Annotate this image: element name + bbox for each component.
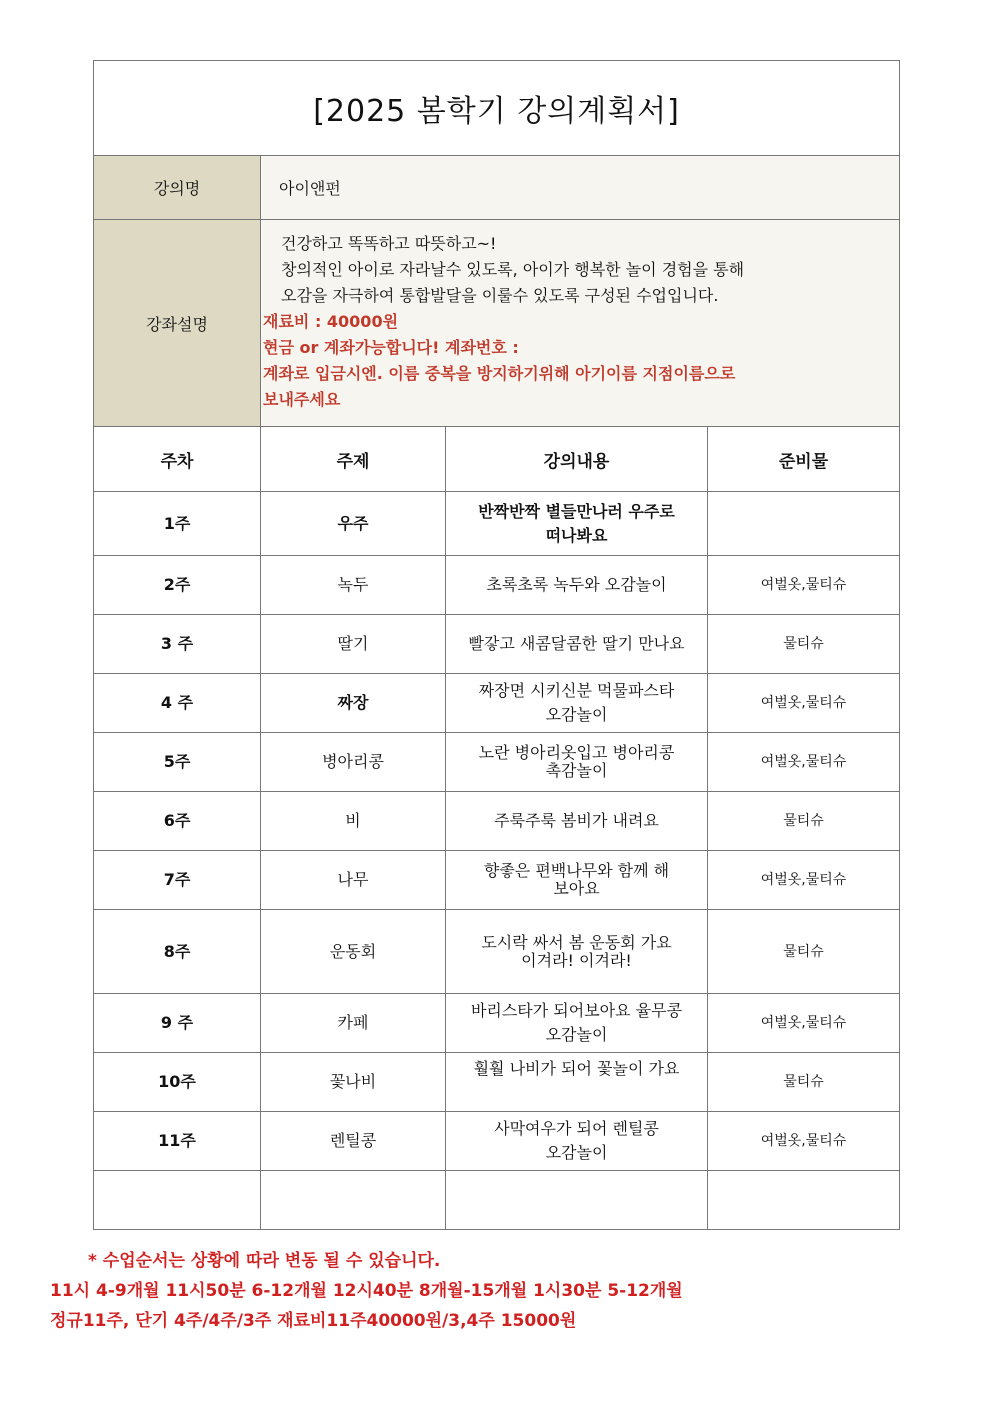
topic-cell: 운동회 (261, 910, 446, 994)
content-line: 주룩주룩 봄비가 내려요 (494, 811, 659, 830)
content-cell (446, 792, 708, 851)
week-cell: 4 주 (94, 674, 261, 733)
empty-cell (94, 1171, 261, 1230)
supplies-cell: 물티슈 (708, 792, 900, 851)
supplies-cell: 여벌옷,물티슈 (708, 1112, 900, 1171)
week-cell: 3 주 (94, 615, 261, 674)
empty-cell (708, 1171, 900, 1230)
header-week: 주차 (94, 427, 261, 492)
supplies-cell (708, 492, 900, 556)
topic-cell: 꽃나비 (261, 1053, 446, 1112)
table-row (94, 733, 900, 792)
week-cell: 10주 (94, 1053, 261, 1112)
content-cell (446, 615, 708, 674)
lecture-plan-table (93, 60, 900, 1230)
table-row (94, 674, 900, 733)
supplies-cell: 물티슈 (708, 910, 900, 994)
supplies-cell: 여벌옷,물티슈 (708, 851, 900, 910)
topic-cell: 짜장 (261, 674, 446, 733)
course-name-value: 아이앤펀 (261, 156, 900, 220)
week-cell: 2주 (94, 556, 261, 615)
content-line: 도시락 싸서 봄 운동회 가요 (481, 932, 672, 952)
topic-cell: 카페 (261, 994, 446, 1053)
course-name-label: 강의명 (94, 156, 261, 220)
table-row (94, 1053, 900, 1112)
week-cell: 5주 (94, 733, 261, 792)
content-line: 사막여우가 되어 렌틸콩 (494, 1119, 659, 1138)
description-line: 창의적인 아이로 자라날수 있도록, 아이가 행복한 놀이 경험을 통해 (281, 260, 745, 279)
lecture-plan-document (93, 60, 899, 1230)
supplies-cell: 여벌옷,물티슈 (708, 733, 900, 792)
table-row (94, 1112, 900, 1171)
table-row (94, 615, 900, 674)
description-text (261, 220, 900, 427)
transfer-note-text: 보내주세요 (263, 390, 341, 409)
content-cell (446, 733, 708, 792)
week-cell: 9 주 (94, 994, 261, 1053)
supplies-cell: 물티슈 (708, 1053, 900, 1112)
table-row (94, 994, 900, 1053)
content-line: 오감놀이 (545, 1143, 608, 1162)
header-topic: 주제 (261, 427, 446, 492)
content-line: 떠나봐요 (545, 525, 608, 545)
content-line: 초록초록 녹두와 오감놀이 (486, 575, 667, 594)
fee-note: 정규11주, 단기 4주/4주/3주 재료비11주40000원/3,4주 15000원 (50, 1311, 577, 1331)
content-line: 반짝반짝 별들만나러 우주로 (478, 501, 675, 521)
table-header-row (94, 427, 900, 492)
topic-cell: 우주 (261, 492, 446, 556)
payment-method-text: 현금 or 계좌가능합니다! 계좌번호 : (263, 338, 519, 357)
topic-cell: 비 (261, 792, 446, 851)
week-cell: 1주 (94, 492, 261, 556)
content-cell (446, 674, 708, 733)
content-cell (446, 1112, 708, 1171)
supplies-cell: 여벌옷,물티슈 (708, 674, 900, 733)
content-cell (446, 556, 708, 615)
description-line: 오감을 자극하여 통합발달을 이룰수 있도록 구성된 수업입니다. (281, 286, 719, 305)
header-content: 강의내용 (446, 427, 708, 492)
content-line: 오감놀이 (545, 1025, 608, 1044)
class-times-note: 11시 4-9개월 11시50분 6-12개월 12시40분 8개월-15개월 1시30분 5-12개월 (50, 1281, 683, 1301)
transfer-note-text: 계좌로 입금시엔. 이름 중복을 방지하기위해 아기이름 지점이름으로 (263, 364, 736, 383)
content-line: 노란 병아리옷입고 병아리콩 (478, 743, 675, 762)
description-label: 강좌설명 (94, 220, 261, 427)
table-row (94, 492, 900, 556)
table-row (94, 792, 900, 851)
content-cell (446, 1053, 708, 1112)
content-line: 보아요 (553, 879, 600, 898)
footer-notes (50, 1246, 683, 1336)
schedule-change-note: * 수업순서는 상황에 따라 변동 될 수 있습니다. (88, 1251, 441, 1271)
content-cell (446, 994, 708, 1053)
content-line: 훨훨 나비가 되어 꽃놀이 가요 (473, 1059, 680, 1078)
content-cell (446, 910, 708, 994)
supplies-cell: 여벌옷,물티슈 (708, 994, 900, 1053)
page-title: [2025 봄학기 강의계획서] (94, 61, 900, 156)
table-row (94, 851, 900, 910)
week-cell: 7주 (94, 851, 261, 910)
supplies-cell: 물티슈 (708, 615, 900, 674)
topic-cell: 녹두 (261, 556, 446, 615)
content-cell (446, 851, 708, 910)
topic-cell: 병아리콩 (261, 733, 446, 792)
content-line: 빨갛고 새콤달콤한 딸기 만나요 (468, 634, 685, 653)
content-line: 이겨라! 이겨라! (521, 950, 632, 970)
week-cell: 8주 (94, 910, 261, 994)
table-row (94, 556, 900, 615)
supplies-cell: 여벌옷,물티슈 (708, 556, 900, 615)
table-row (94, 910, 900, 994)
topic-cell: 렌틸콩 (261, 1112, 446, 1171)
topic-cell: 딸기 (261, 615, 446, 674)
material-fee-text: 재료비 : 40000원 (263, 312, 399, 331)
content-line: 촉감놀이 (545, 761, 608, 780)
description-line: 건강하고 똑똑하고 따뜻하고~! (281, 234, 497, 253)
topic-cell: 나무 (261, 851, 446, 910)
empty-row (94, 1171, 900, 1230)
content-line: 오감놀이 (545, 705, 608, 724)
empty-cell (446, 1171, 708, 1230)
empty-cell (261, 1171, 446, 1230)
week-cell: 11주 (94, 1112, 261, 1171)
content-line: 바리스타가 되어보아요 율무콩 (470, 1001, 683, 1020)
content-line: 향좋은 편백나무와 함께 해 (483, 861, 670, 880)
week-cell: 6주 (94, 792, 261, 851)
content-line: 짜장면 시키신분 먹물파스타 (478, 681, 675, 700)
content-cell (446, 492, 708, 556)
header-supplies: 준비물 (708, 427, 900, 492)
